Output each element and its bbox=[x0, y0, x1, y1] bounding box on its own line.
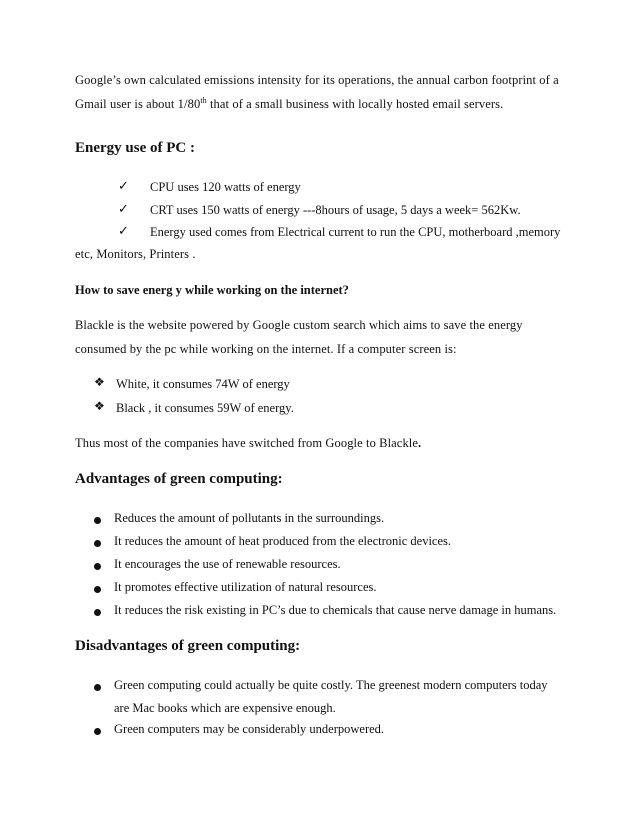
advantage-item-4: It promotes effective utilization of natural resources. bbox=[114, 580, 377, 594]
check-icon: ✓ bbox=[118, 223, 129, 238]
save-conclusion-text: Thus most of the companies have switched from Google to Blackle bbox=[75, 436, 419, 450]
save-heading: How to save energ y while working on the internet? bbox=[75, 283, 349, 297]
disadvantage-item-2: Green computers may be considerably underpowered. bbox=[114, 722, 385, 736]
advantage-item-3: It encourages the use of renewable resources. bbox=[114, 557, 341, 571]
filled-circle-bullet-icon bbox=[94, 728, 101, 735]
advantage-item-2: It reduces the amount of heat produced from the electronic devices. bbox=[114, 534, 452, 548]
save-para-line-1: Blackle is the website powered by Google custom search which aims to save the energy bbox=[75, 318, 523, 332]
filled-circle-bullet-icon bbox=[94, 586, 101, 593]
filled-circle-bullet-icon bbox=[94, 517, 101, 524]
filled-circle-bullet-icon bbox=[94, 609, 101, 616]
filled-circle-bullet-icon bbox=[94, 540, 101, 547]
advantage-item-1: Reduces the amount of pollutants in the surroundings. bbox=[114, 511, 385, 525]
check-icon: ✓ bbox=[118, 201, 129, 216]
advantages-heading: Advantages of green computing: bbox=[75, 471, 283, 487]
filled-circle-bullet-icon bbox=[94, 563, 101, 570]
filled-circle-bullet-icon bbox=[94, 684, 101, 691]
check-icon: ✓ bbox=[118, 178, 129, 193]
intro-line-2-end: that of a small business with locally hosted email servers. bbox=[206, 97, 504, 112]
intro-line-2 bbox=[75, 96, 503, 112]
energy-item-1: CPU uses 120 watts of energy bbox=[150, 180, 301, 194]
energy-heading: Energy use of PC : bbox=[75, 140, 195, 156]
intro-line-1: Google’s own calculated emissions intensity for its operations, the annual carbon footprint of a bbox=[75, 73, 559, 87]
energy-item-3: Energy used comes from Electrical current to run the CPU, motherboard ,memory bbox=[150, 225, 561, 239]
disadvantage-item-1-line-2: are Mac books which are expensive enough. bbox=[114, 701, 336, 715]
four-diamond-icon: ❖ bbox=[94, 399, 105, 413]
energy-item-2: CRT uses 150 watts of energy ---8hours of usage, 5 days a week= 562Kw. bbox=[150, 203, 521, 217]
save-para-line-2: consumed by the pc while working on the internet. If a computer screen is: bbox=[75, 342, 457, 356]
save-conclusion-period: . bbox=[418, 436, 422, 450]
disadvantage-item-1-line-1: Green computing could actually be quite costly. The greenest modern computers today bbox=[114, 678, 548, 692]
advantage-item-5: It reduces the risk existing in PC’s due to chemicals that cause nerve damage in humans. bbox=[114, 603, 557, 617]
intro-line-2-start: Gmail user is about 1/80 bbox=[75, 97, 201, 112]
intro-superscript: th bbox=[200, 96, 207, 105]
save-item-2: Black , it consumes 59W of energy. bbox=[116, 401, 294, 415]
disadvantages-heading: Disadvantages of green computing: bbox=[75, 638, 301, 654]
save-item-1: White, it consumes 74W of energy bbox=[116, 377, 290, 391]
four-diamond-icon: ❖ bbox=[94, 375, 105, 389]
energy-continuation: etc, Monitors, Printers . bbox=[75, 247, 196, 261]
save-conclusion bbox=[75, 436, 421, 451]
